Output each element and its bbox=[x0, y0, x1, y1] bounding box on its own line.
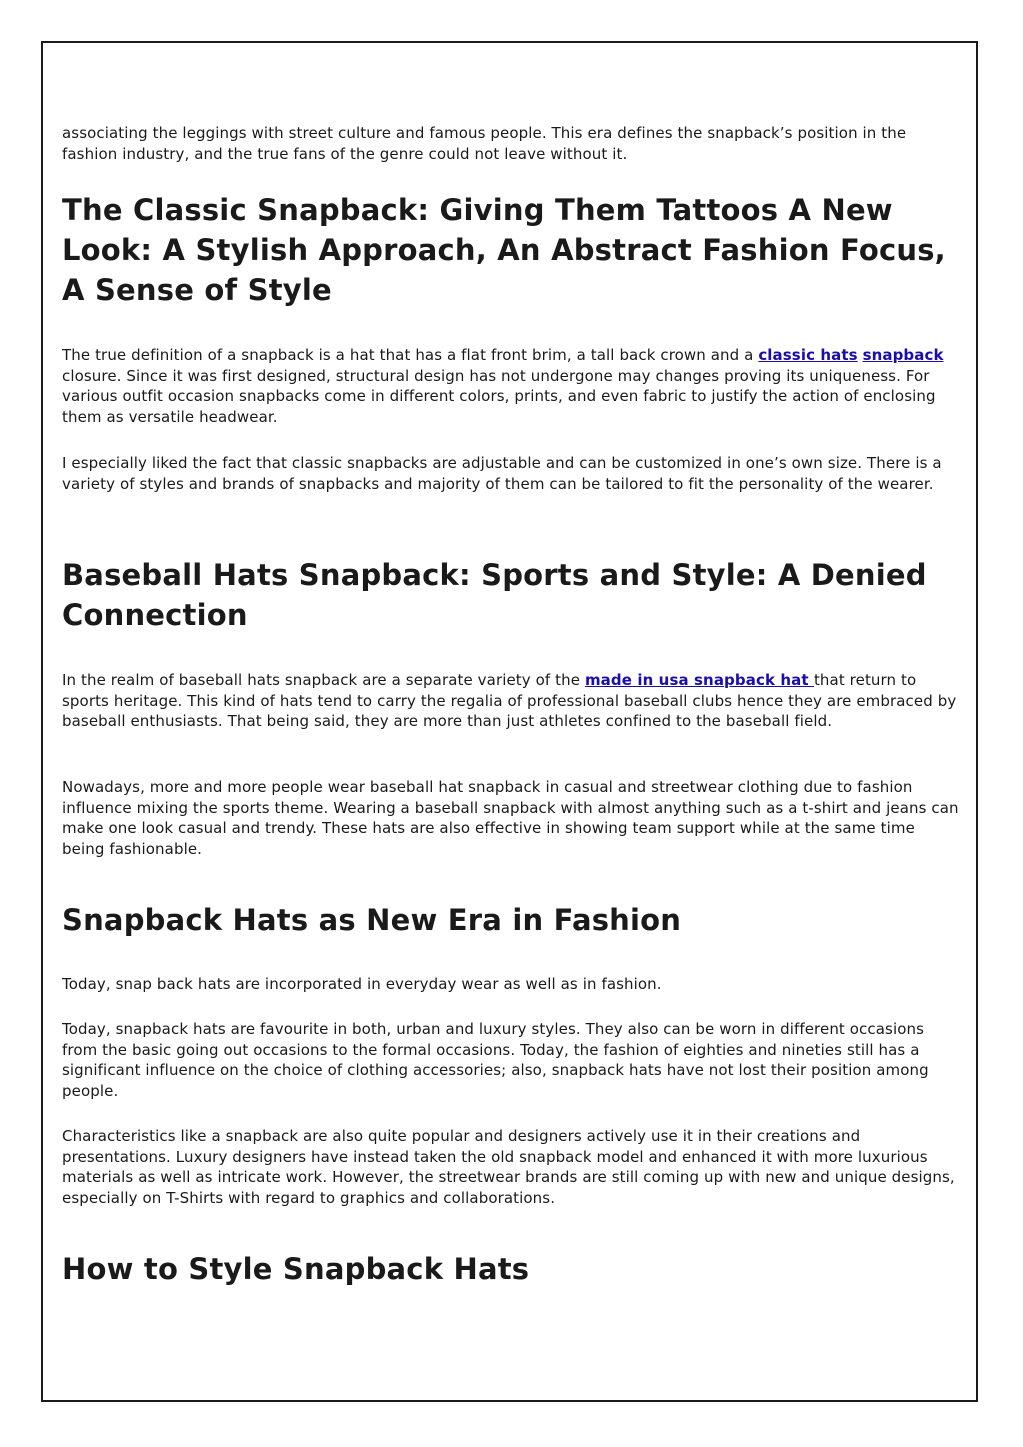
heading-classic-snapback: The Classic Snapback: Giving Them Tattoos A New Look: A Stylish Approach, An Abstract Fashion Focus, A Sense of Style bbox=[62, 193, 946, 307]
baseball-paragraph-1 bbox=[62, 670, 962, 732]
intro-paragraph: associating the leggings with street culture and famous people. This era defines the snapback’s position in the fashion industry, and the true fans of the genre could not leave without it. bbox=[62, 124, 907, 163]
baseball-paragraph-1-text-start: In the realm of baseball hats snapback are a separate variety of the bbox=[62, 671, 585, 689]
made-in-usa-snapback-hat-link[interactable]: made in usa snapback hat bbox=[584, 671, 814, 689]
classic-hats-link[interactable]: classic hats bbox=[758, 346, 858, 364]
classic-paragraph-1-text-end: closure. Since it was first designed, structural design has not undergone may changes proving its uniqueness. For various outfit occasion snapbacks come in different colors, prints, and even fabric to justify the action of enclosing them as versatile headwear. bbox=[62, 366, 936, 426]
new-era-paragraph-2: Today, snapback hats are favourite in both, urban and luxury styles. They also can be worn in different occasions from the basic going out occasions to the formal occasions. Today, the fashion of eighties and nineties still has a significant influence on the choice of clothing accessories; also, snapback hats have not lost their position among people. bbox=[62, 1020, 929, 1100]
heading-baseball-hats: Baseball Hats Snapback: Sports and Style: A Denied Connection bbox=[62, 558, 927, 632]
new-era-paragraph-1: Today, snap back hats are incorporated in everyday wear as well as in fashion. bbox=[62, 975, 662, 993]
baseball-paragraph-1-text-end: that return to sports heritage. This kind of hats tend to carry the regalia of professional baseball clubs hence they are embraced by baseball enthusiasts. That being said, they are more than just athletes confined to the baseball field. bbox=[62, 671, 957, 731]
new-era-paragraph-3: Characteristics like a snapback are also quite popular and designers actively use it in their creations and presentations. Luxury designers have instead taken the old snapback model and enhanced it with more luxurious materials as well as intricate work. However, the streetwear brands are still coming up with new and unique designs, especially on T-Shirts with regard to graphics and collaborations. bbox=[62, 1127, 955, 1207]
classic-paragraph-1-text-start: The true definition of a snapback is a hat that has a flat front brim, a tall back crown and a bbox=[62, 346, 759, 364]
classic-paragraph-2: I especially liked the fact that classic snapbacks are adjustable and can be customized in one’s own size. There is a variety of styles and brands of snapbacks and majority of them can be tailored to fit the personality of the wearer. bbox=[62, 454, 942, 493]
snapback-link[interactable]: snapback bbox=[862, 346, 944, 364]
baseball-paragraph-2: Nowadays, more and more people wear baseball hat snapback in casual and streetwear clothing due to fashion influence mixing the sports theme. Wearing a baseball snapback with almost anything such as a t-shirt and jeans can make one look casual and trendy. These hats are also effective in showing team support while at the same time being fashionable. bbox=[62, 778, 959, 858]
heading-new-era: Snapback Hats as New Era in Fashion bbox=[62, 903, 682, 937]
classic-paragraph-1 bbox=[62, 345, 962, 427]
heading-how-to-style: How to Style Snapback Hats bbox=[62, 1252, 530, 1286]
